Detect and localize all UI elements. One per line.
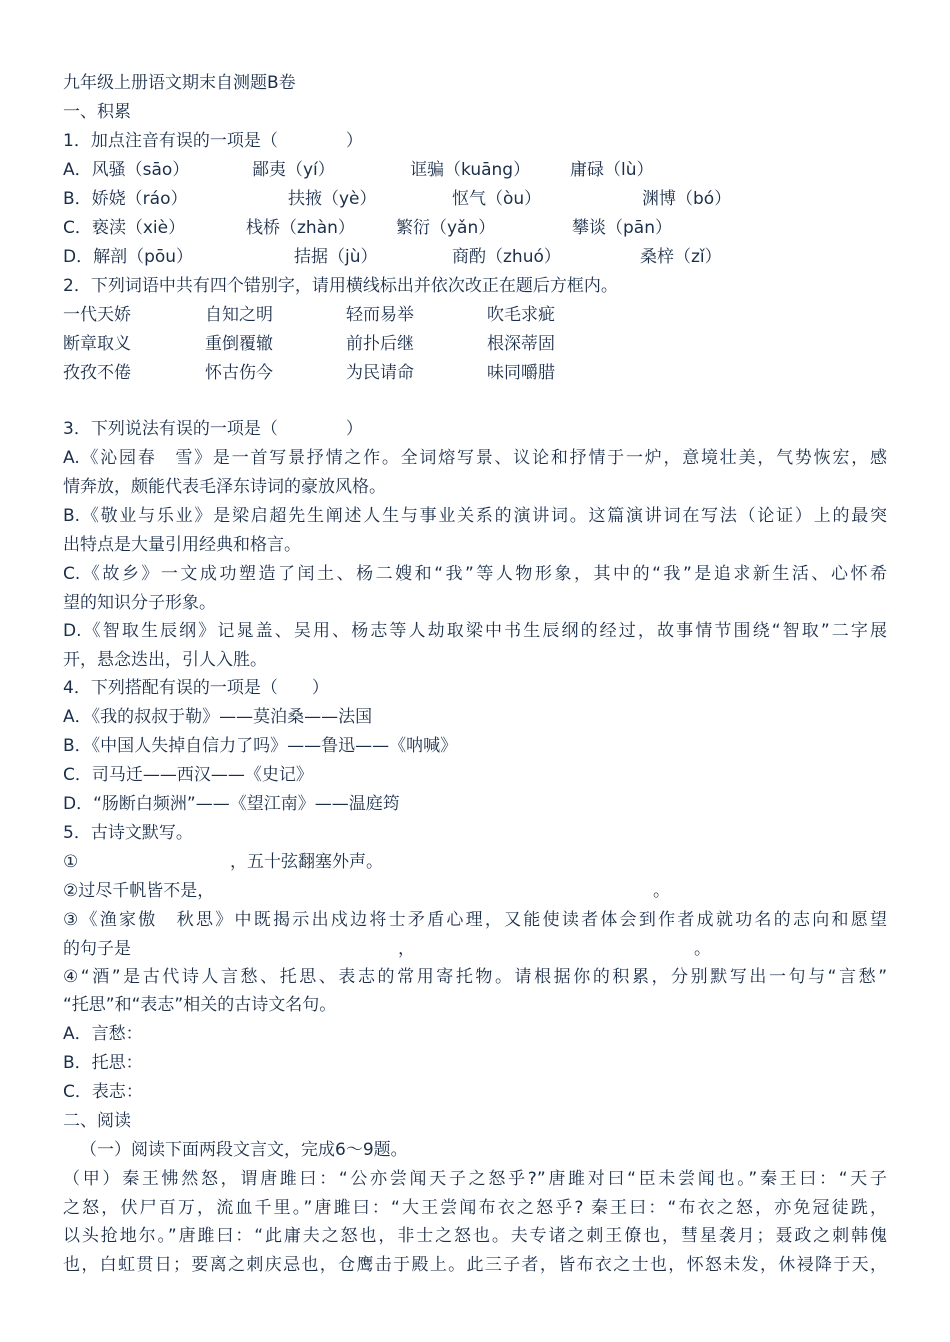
q1-option-b-word-4: 渊博（bó） <box>642 189 732 209</box>
question-1-stem: 1．加点注音有误的一项是（ ） <box>63 131 363 151</box>
q1-option-c-word-2: 栈桥（zhàn） <box>246 218 355 238</box>
q1-option-d-word-1: D．解剖（pōu） <box>63 247 194 267</box>
q1-option-a-word-1: A．风骚（sāo） <box>63 160 190 180</box>
q5-item-4-cont: “托思”和“表志”相关的古诗文名句。 <box>63 995 337 1015</box>
q3-option-a: A.《沁园春 雪》是一首写景抒情之作。全词熔写景、议论和抒情于一炉，意境壮美，气势恢宏，感 <box>63 448 887 468</box>
reading-intro: （一）阅读下面两段文言文，完成6～9题。 <box>80 1140 408 1160</box>
q1-option-d-word-2: 拮据（jù） <box>294 247 378 267</box>
q1-option-b-word-3: 怄气（òu） <box>452 189 542 209</box>
q2-word: 怀古伤今 <box>205 363 273 383</box>
q2-word: 断章取义 <box>63 334 131 354</box>
q2-word: 为民请命 <box>346 363 414 383</box>
q1-option-c-word-3: 繁衍（yǎn） <box>396 218 496 238</box>
q5-item-2-end: 。 <box>653 881 670 901</box>
q5-option-c: C．表志： <box>63 1082 143 1102</box>
q5-item-3-lead: 的句子是 <box>63 939 131 959</box>
q4-option-c: C．司马迁——西汉——《史记》 <box>63 765 313 785</box>
question-5-stem: 5．古诗文默写。 <box>63 823 193 843</box>
q3-option-c-cont: 望的知识分子形象。 <box>63 593 216 613</box>
q2-word: 味同嚼腊 <box>487 363 555 383</box>
q5-item-1-text: ，五十弦翻塞外声。 <box>230 852 383 872</box>
q5-item-1-number: ① <box>63 852 79 872</box>
q4-option-a: A．《我的叔叔于勒》——莫泊桑——法国 <box>63 707 373 727</box>
question-2-stem: 2．下列词语中共有四个错别字，请用横线标出并依次改正在题后方框内。 <box>63 276 618 296</box>
q4-option-b: B．《中国人失掉自信力了吗》——鲁迅——《呐喊》 <box>63 736 458 756</box>
q2-word: 一代天娇 <box>63 305 131 325</box>
reading-passage-line: 之怒，伏尸百万，流血千里。”唐雎曰：“大王尝闻布衣之怒乎? 秦王曰：“布衣之怒，亦免冠徒跣， <box>63 1198 887 1218</box>
q2-word: 自知之明 <box>205 305 273 325</box>
reading-passage-line: 以头抢地尔。”唐雎曰：“此庸夫之怒也，非士之怒也。夫专诸之刺王僚也，彗星袭月；聂政之刺韩傀 <box>63 1226 887 1246</box>
q5-item-4-text: ④“酒”是古代诗人言愁、托思、表志的常用寄托物。请根据你的积累，分别默写出一句与“言愁” <box>63 967 887 987</box>
q1-option-b-word-2: 扶掖（yè） <box>288 189 377 209</box>
q5-item-3-end: 。 <box>694 939 711 959</box>
q5-option-b: B．托思： <box>63 1053 143 1073</box>
q1-option-c-word-4: 攀谈（pān） <box>572 218 672 238</box>
reading-passage-line: 也，白虹贯日；要离之刺庆忌也，仓鹰击于殿上。此三子者，皆布衣之士也，怀怒未发，休祲降于天， <box>63 1255 887 1275</box>
q3-option-b-cont: 出特点是大量引用经典和格言。 <box>63 535 301 555</box>
q1-option-a-word-3: 诓骗（kuāng） <box>410 160 531 180</box>
q3-option-d: D.《智取生辰纲》记晁盖、吴用、杨志等人劫取梁中书生辰纲的经过，故事情节围绕“智取”二字展 <box>63 621 887 641</box>
q5-item-3-text: ③《渔家傲 秋思》中既揭示出戍边将士矛盾心理，又能使读者体会到作者成就功名的志向和愿望 <box>63 910 887 930</box>
section-heading-reading: 二、阅读 <box>63 1111 131 1131</box>
q5-item-3-comma: ， <box>398 939 415 959</box>
q3-option-b: B.《敬业与乐业》是梁启超先生阐述人生与事业关系的演讲词。这篇演讲词在写法（论证）上的最突 <box>63 506 887 526</box>
section-heading-accumulation: 一、积累 <box>63 102 131 122</box>
question-4-stem: 4．下列搭配有误的一项是（ ） <box>63 678 329 698</box>
q5-item-2-text: ②过尽千帆皆不是， <box>63 881 215 901</box>
q2-word: 轻而易举 <box>346 305 414 325</box>
q2-word: 孜孜不倦 <box>63 363 131 383</box>
document-title: 九年级上册语文期末自测题B卷 <box>63 73 296 93</box>
reading-passage-line: （甲）秦王怫然怒，谓唐雎曰：“公亦尝闻天子之怒乎?”唐雎对曰“臣未尝闻也。”秦王曰：“天子 <box>63 1169 887 1189</box>
q1-option-a-word-2: 鄙夷（yí） <box>252 160 335 180</box>
q3-option-a-cont: 情奔放，颇能代表毛泽东诗词的豪放风格。 <box>63 477 386 497</box>
q2-word: 前扑后继 <box>346 334 414 354</box>
q3-option-c: C.《故乡》一文成功塑造了闰土、杨二嫂和“我”等人物形象，其中的“我”是追求新生活、心怀希 <box>63 564 887 584</box>
q1-option-c-word-1: C．亵渎（xiè） <box>63 218 186 238</box>
q2-word: 重倒覆辙 <box>205 334 273 354</box>
q2-word: 根深蒂固 <box>487 334 555 354</box>
q5-option-a: A．言愁： <box>63 1024 143 1044</box>
q2-word: 吹毛求疵 <box>487 305 555 325</box>
q1-option-d-word-3: 商酌（zhuó） <box>452 247 561 267</box>
q1-option-a-word-4: 庸碌（lù） <box>570 160 654 180</box>
question-3-stem: 3．下列说法有误的一项是（ ） <box>63 419 363 439</box>
q1-option-b-word-1: B．娇娆（ráo） <box>63 189 188 209</box>
q3-option-d-cont: 开，悬念迭出，引人入胜。 <box>63 650 267 670</box>
q1-option-d-word-4: 桑梓（zǐ） <box>640 247 722 267</box>
q4-option-d: D．“肠断白频洲”——《望江南》——温庭筠 <box>63 794 400 814</box>
